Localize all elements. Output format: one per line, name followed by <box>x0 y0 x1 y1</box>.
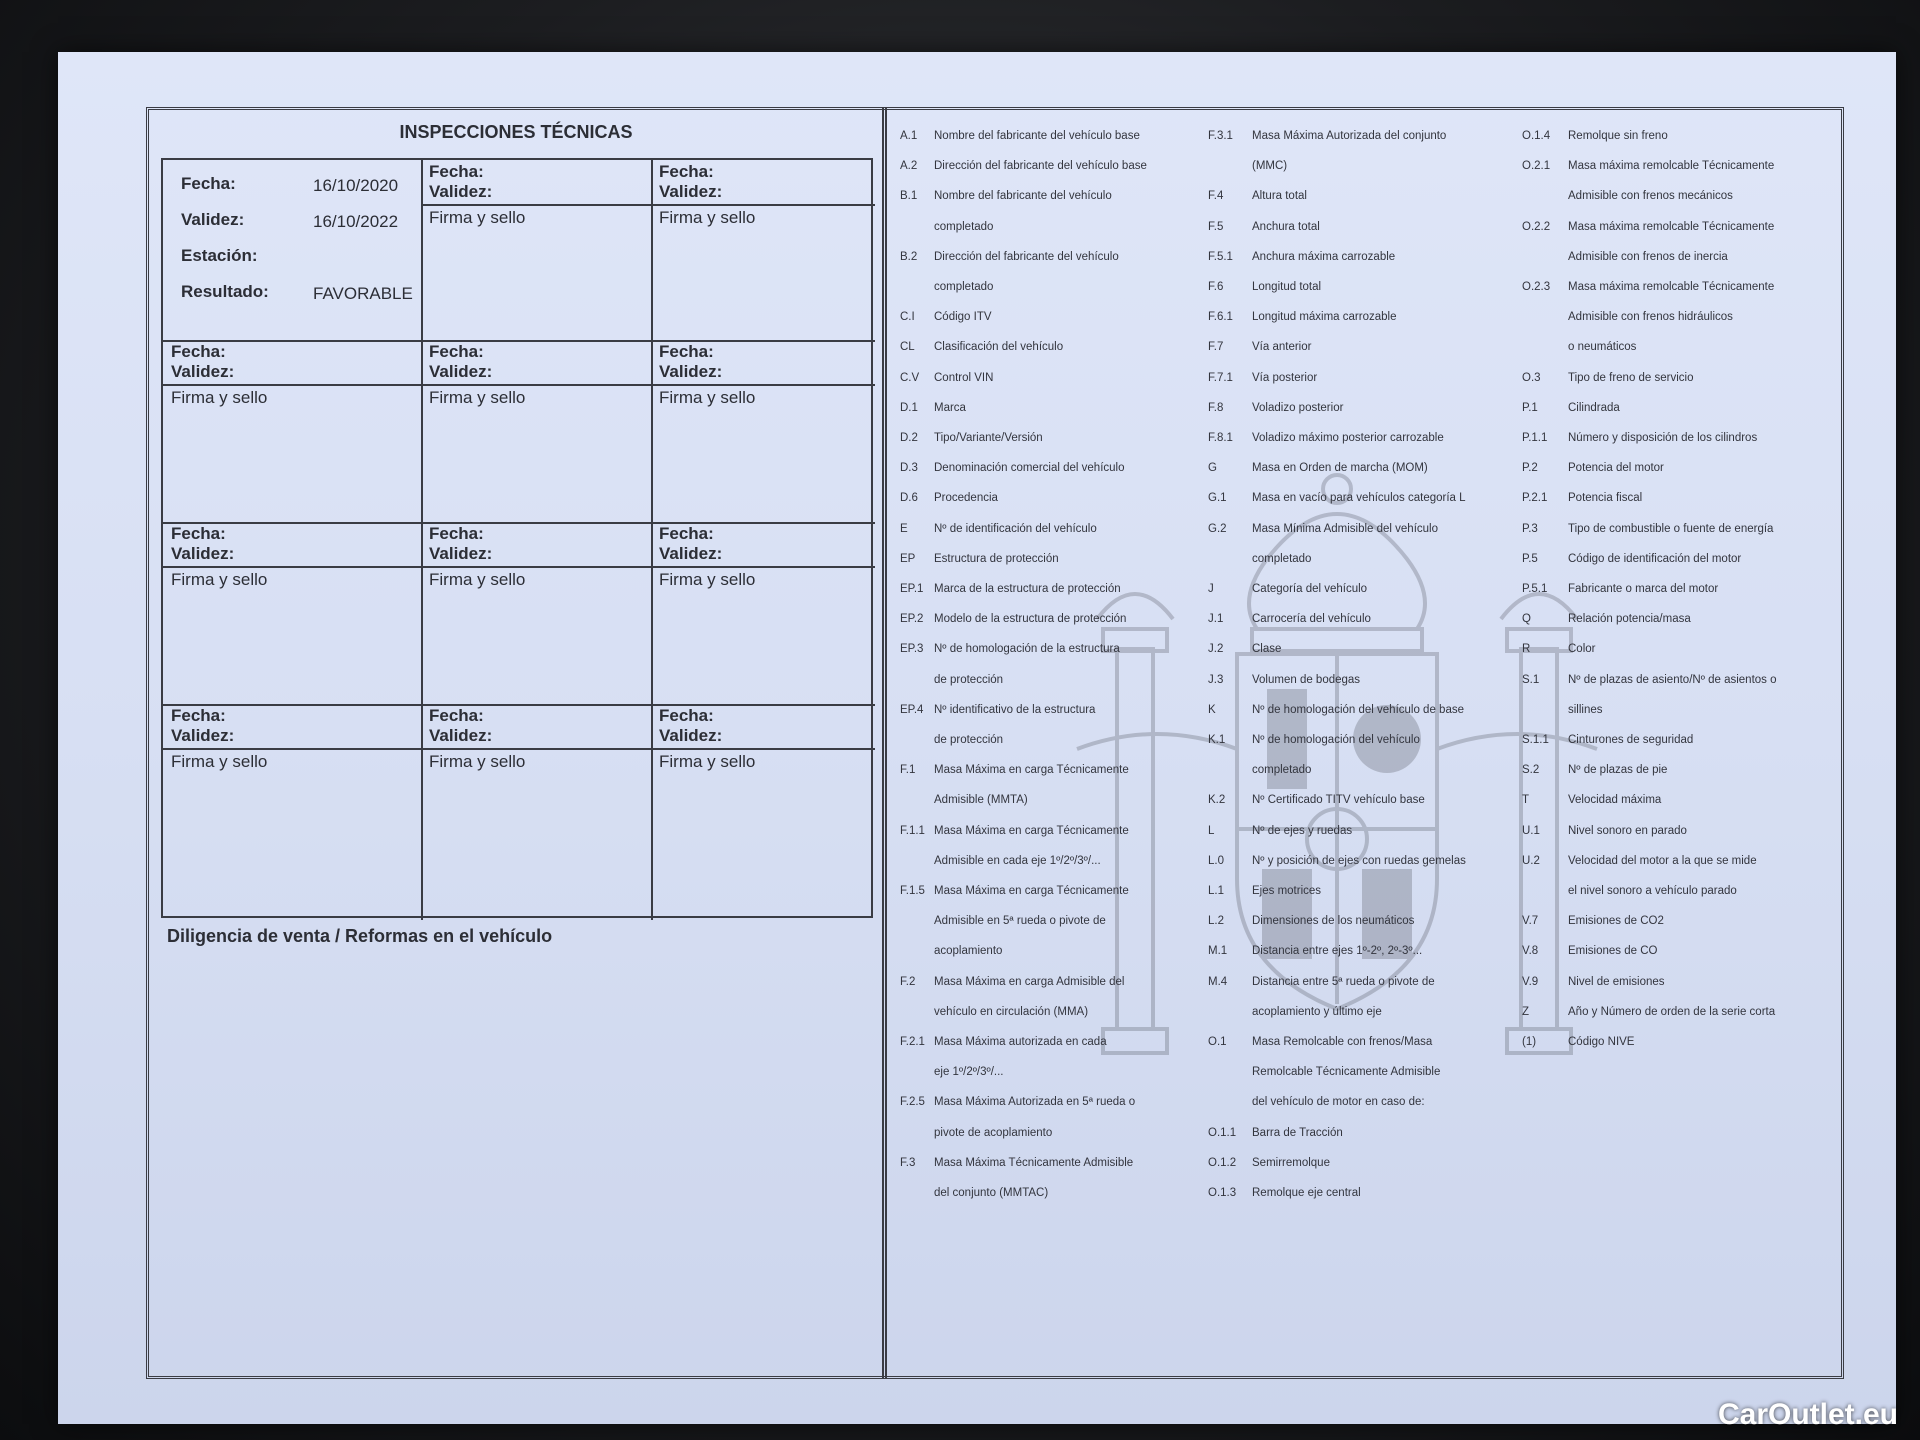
field-code: M.1 <box>1208 945 1228 958</box>
validez-label: Validez: <box>171 544 235 563</box>
fecha-value: 16/10/2020 <box>313 176 399 195</box>
field-code: C.V <box>900 371 920 384</box>
fecha-label: Fecha: <box>429 706 484 725</box>
firma-sello-label: Firma y sello <box>659 208 756 227</box>
field-code: F.2 <box>900 975 916 988</box>
field-description: Admisible con frenos de inercia <box>1568 250 1728 263</box>
cell-header-line <box>421 748 651 750</box>
field-description: Marca <box>934 401 966 414</box>
field-code: V.8 <box>1522 945 1539 958</box>
field-description: Nombre del fabricante del vehículo base <box>934 130 1140 142</box>
field-code: J.2 <box>1208 643 1224 656</box>
field-code: O.2.1 <box>1522 160 1551 173</box>
field-description: Tipo de freno de servicio <box>1568 371 1694 384</box>
fecha-label: Fecha: <box>659 342 714 361</box>
field-code: O.3 <box>1522 371 1541 384</box>
validez-label: Validez: <box>659 362 723 381</box>
field-code: A.2 <box>900 160 918 173</box>
field-code: F.4 <box>1208 190 1224 203</box>
field-code: J.3 <box>1208 673 1224 686</box>
field-description: Código ITV <box>934 311 992 324</box>
field-code: U.2 <box>1522 854 1540 867</box>
field-description: Tipo de combustible o fuente de energía <box>1568 522 1774 535</box>
field-description: completado <box>934 281 994 293</box>
field-description: Denominación comercial del vehículo <box>934 462 1125 475</box>
field-description: completado <box>1252 764 1312 777</box>
col-divider <box>651 340 653 522</box>
field-description: Masa máxima remolcable Técnicamente <box>1568 160 1775 173</box>
field-code: Q <box>1522 613 1531 626</box>
field-description: Nº Certificado TITV vehículo base <box>1252 794 1425 807</box>
field-description: Código de identificación del motor <box>1568 552 1742 565</box>
field-description: Distancia entre 5ª rueda o pivote de <box>1252 975 1435 988</box>
col-divider <box>651 522 653 704</box>
field-description: eje 1º/2º/3º/... <box>934 1066 1004 1079</box>
field-code: J.1 <box>1208 613 1224 626</box>
field-code: O.1.4 <box>1522 130 1551 142</box>
field-description: Masa Máxima en carga Técnicamente <box>934 764 1129 777</box>
validez-label: Validez: <box>429 726 493 745</box>
validez-value: 16/10/2022 <box>313 212 399 231</box>
field-code: R <box>1522 643 1531 656</box>
field-description: Relación potencia/masa <box>1568 613 1691 626</box>
field-description: Carrocería del vehículo <box>1252 613 1371 626</box>
col-divider <box>421 340 423 522</box>
validez-label: Validez: <box>659 182 723 201</box>
field-description: Anchura máxima carrozable <box>1252 250 1396 263</box>
field-code: O.1.1 <box>1208 1126 1237 1139</box>
field-description: Nivel de emisiones <box>1568 975 1665 988</box>
field-description: Estructura de protección <box>934 552 1059 565</box>
field-code: T <box>1522 794 1530 807</box>
field-code: D.6 <box>900 492 918 505</box>
field-description: Clasificación del vehículo <box>934 341 1064 354</box>
field-code: F.6 <box>1208 281 1224 293</box>
inspection-sheet <box>58 52 1896 1424</box>
field-description: Potencia del motor <box>1568 462 1664 475</box>
field-description: Masa máxima remolcable Técnicamente <box>1568 281 1775 293</box>
field-code: C.I <box>900 311 915 324</box>
col-divider <box>651 704 653 920</box>
field-code: O.1.2 <box>1208 1156 1237 1169</box>
field-description: Distancia entre ejes 1º-2º, 2º-3º... <box>1252 945 1423 958</box>
field-description: de protección <box>934 734 1004 746</box>
field-description: Modelo de la estructura de protección <box>934 613 1127 626</box>
field-code: F.2.1 <box>900 1036 925 1048</box>
field-description: del conjunto (MMTAC) <box>934 1187 1049 1199</box>
validez-label: Validez: <box>171 726 235 745</box>
firma-sello-label: Firma y sello <box>171 570 268 589</box>
row-divider <box>163 522 875 524</box>
field-description: de protección <box>934 673 1004 686</box>
field-description: Nº de homologación del vehículo de base <box>1252 703 1464 716</box>
field-code: EP.2 <box>900 613 924 626</box>
field-description: Clase <box>1252 643 1282 656</box>
field-code: V.7 <box>1522 915 1539 928</box>
validez-label: Validez: <box>181 210 245 229</box>
field-description: Masa Máxima en carga Técnicamente <box>934 885 1129 897</box>
cell-header-line <box>651 748 875 750</box>
field-description: Categoría del vehículo <box>1252 583 1368 595</box>
field-code: F.5.1 <box>1208 250 1233 263</box>
field-code: D.3 <box>900 462 918 475</box>
fecha-label: Fecha: <box>429 524 484 543</box>
validez-label: Validez: <box>659 726 723 745</box>
estacion-label: Estación: <box>181 246 258 265</box>
resultado-value: FAVORABLE <box>313 284 413 303</box>
cell-header-line <box>651 204 875 206</box>
field-description: Longitud máxima carrozable <box>1252 311 1397 324</box>
cell-header-line <box>163 748 421 750</box>
field-description: Nº de homologación de la estructura <box>934 643 1120 656</box>
fecha-label: Fecha: <box>659 162 714 181</box>
field-description: acoplamiento <box>934 945 1003 958</box>
fecha-label: Fecha: <box>181 174 236 193</box>
field-description: Potencia fiscal <box>1568 492 1643 505</box>
field-description: Longitud total <box>1252 281 1322 293</box>
field-description: Nombre del fabricante del vehículo <box>934 190 1112 203</box>
field-code: F.2.5 <box>900 1096 925 1109</box>
field-description: Masa en Orden de marcha (MOM) <box>1252 462 1428 475</box>
field-code: F.7 <box>1208 341 1224 354</box>
field-code: P.1.1 <box>1522 432 1548 444</box>
field-code: F.6.1 <box>1208 311 1233 324</box>
field-code: P.5 <box>1522 552 1538 565</box>
field-code: K.2 <box>1208 794 1226 807</box>
field-description: vehículo en circulación (MMA) <box>934 1005 1089 1018</box>
field-description: pivote de acoplamiento <box>934 1126 1053 1139</box>
field-description: Vía posterior <box>1252 371 1318 384</box>
col-divider <box>651 160 653 340</box>
field-code: F.8.1 <box>1208 432 1233 444</box>
field-description: Cilindrada <box>1568 401 1620 414</box>
field-description: Barra de Tracción <box>1252 1126 1343 1139</box>
field-code: O.2.2 <box>1522 220 1551 233</box>
field-description: Masa Máxima en carga Técnicamente <box>934 824 1129 837</box>
field-code: P.1 <box>1522 401 1538 414</box>
field-code: P.2.1 <box>1522 492 1548 505</box>
field-code: L.0 <box>1208 854 1224 867</box>
field-code: Z <box>1522 1005 1530 1018</box>
field-code: A.1 <box>900 130 918 142</box>
col-divider <box>421 522 423 704</box>
firma-sello-label: Firma y sello <box>659 752 756 771</box>
cell-header-line <box>421 204 651 206</box>
center-divider <box>882 107 887 1379</box>
field-description: Fabricante o marca del motor <box>1568 583 1719 595</box>
field-description: Anchura total <box>1252 220 1320 233</box>
field-description: Masa máxima remolcable Técnicamente <box>1568 220 1775 233</box>
field-code: EP <box>900 552 916 565</box>
field-description: Nº de plazas de asiento/Nº de asientos o <box>1568 673 1777 686</box>
field-description: Voladizo máximo posterior carrozable <box>1252 432 1444 444</box>
field-code: F.8 <box>1208 401 1224 414</box>
field-description: Nº identificativo de la estructura <box>934 703 1096 716</box>
field-code: F.3.1 <box>1208 130 1233 142</box>
field-code: F.1.5 <box>900 885 925 897</box>
field-description: Masa Mínima Admisible del vehículo <box>1252 522 1438 535</box>
field-description: Control VIN <box>934 371 994 384</box>
field-code: K.1 <box>1208 734 1226 746</box>
field-description: Admisible con frenos hidráulicos <box>1568 311 1733 324</box>
field-description: (MMC) <box>1252 160 1288 173</box>
field-code: O.2.3 <box>1522 281 1551 293</box>
field-description: Nº de identificación del vehículo <box>934 522 1097 535</box>
field-description: Masa Máxima Autorizada del conjunto <box>1252 130 1447 142</box>
cell-header-line <box>651 566 875 568</box>
field-description: Masa en vacío para vehículos categoría L <box>1252 492 1466 505</box>
field-code: D.2 <box>900 432 918 444</box>
field-description: Altura total <box>1252 190 1307 203</box>
firma-sello-label: Firma y sello <box>429 208 526 227</box>
validez-label: Validez: <box>429 544 493 563</box>
field-code: U.1 <box>1522 824 1540 837</box>
field-code: EP.3 <box>900 643 924 656</box>
inspection-grid <box>161 158 873 918</box>
field-description: Ejes motrices <box>1252 885 1322 897</box>
field-code: M.4 <box>1208 975 1228 988</box>
field-description: Emisiones de CO <box>1568 945 1658 958</box>
field-code: O.1.3 <box>1208 1187 1237 1199</box>
field-description: Volumen de bodegas <box>1252 673 1361 686</box>
fecha-label: Fecha: <box>429 162 484 181</box>
field-description: Admisible en 5ª rueda o pivote de <box>934 915 1106 928</box>
field-description: Nº de homologación del vehículo <box>1252 734 1420 746</box>
field-description: Semirremolque <box>1252 1156 1330 1169</box>
field-code: L.2 <box>1208 915 1224 928</box>
field-description: Velocidad máxima <box>1568 794 1662 807</box>
field-code: EP.4 <box>900 703 924 716</box>
field-description: Remolque sin freno <box>1568 130 1668 142</box>
fecha-label: Fecha: <box>171 342 226 361</box>
field-description: Número y disposición de los cilindros <box>1568 432 1758 444</box>
field-code: F.1 <box>900 764 916 777</box>
firma-sello-label: Firma y sello <box>659 570 756 589</box>
field-code: G <box>1208 462 1217 475</box>
field-description: Masa Máxima Autorizada en 5ª rueda o <box>934 1096 1136 1109</box>
field-description: Procedencia <box>934 492 998 505</box>
field-code: O.1 <box>1208 1036 1227 1048</box>
firma-sello-label: Firma y sello <box>171 752 268 771</box>
field-code: S.1 <box>1522 673 1540 686</box>
field-description: Masa Máxima Técnicamente Admisible <box>934 1156 1134 1169</box>
field-code: S.2 <box>1522 764 1540 777</box>
field-description: Color <box>1568 643 1596 656</box>
field-code: EP.1 <box>900 583 924 595</box>
field-code: F.7.1 <box>1208 371 1233 384</box>
row-divider <box>163 340 875 342</box>
firma-sello-label: Firma y sello <box>429 570 526 589</box>
field-description: Remolque eje central <box>1252 1187 1361 1199</box>
field-description: Marca de la estructura de protección <box>934 583 1121 595</box>
col-divider <box>421 160 423 340</box>
panel-title: INSPECCIONES TÉCNICAS <box>399 122 633 142</box>
sale-reforms-heading: Diligencia de venta / Reformas en el vehículo <box>167 926 553 946</box>
firma-sello-label: Firma y sello <box>429 752 526 771</box>
field-code: S.1.1 <box>1522 734 1549 746</box>
field-description: Dirección del fabricante del vehículo base <box>934 160 1147 173</box>
cell-header-line <box>421 566 651 568</box>
field-description: Cinturones de seguridad <box>1568 734 1694 746</box>
field-description: o neumáticos <box>1568 341 1637 354</box>
field-description: Año y Número de orden de la serie corta <box>1568 1005 1776 1018</box>
field-codes-panel <box>892 114 1836 1372</box>
cell-header-line <box>651 384 875 386</box>
field-description: Masa Máxima en carga Admisible del <box>934 975 1125 988</box>
fecha-label: Fecha: <box>429 342 484 361</box>
carooutlet-watermark: CarOutlet.eu <box>1717 1398 1898 1431</box>
field-description: Remolcable Técnicamente Admisible <box>1252 1066 1441 1079</box>
field-description: Dimensiones de los neumáticos <box>1252 915 1415 928</box>
fecha-label: Fecha: <box>659 706 714 725</box>
validez-label: Validez: <box>659 544 723 563</box>
field-description: Masa Remolcable con frenos/Masa <box>1252 1036 1433 1048</box>
fecha-label: Fecha: <box>171 524 226 543</box>
field-code: L.1 <box>1208 885 1224 897</box>
validez-label: Validez: <box>429 362 493 381</box>
firma-sello-label: Firma y sello <box>171 388 268 407</box>
field-description: Admisible (MMTA) <box>934 794 1028 807</box>
field-code: K <box>1208 703 1216 716</box>
field-code: B.2 <box>900 250 918 263</box>
field-description: el nivel sonoro a vehículo parado <box>1568 885 1737 897</box>
field-description: del vehículo de motor en caso de: <box>1252 1096 1425 1109</box>
field-code: (1) <box>1522 1036 1537 1048</box>
field-description: Dirección del fabricante del vehículo <box>934 250 1119 263</box>
field-description: Nº de plazas de pie <box>1568 764 1668 777</box>
field-description: completado <box>1252 552 1312 565</box>
field-code: E <box>900 522 908 535</box>
field-code: J <box>1208 583 1214 595</box>
field-code: F.1.1 <box>900 824 925 837</box>
field-description: Nivel sonoro en parado <box>1568 824 1687 837</box>
field-description: Nº y posición de ejes con ruedas gemelas <box>1252 854 1466 867</box>
field-code: B.1 <box>900 190 918 203</box>
fecha-label: Fecha: <box>659 524 714 543</box>
field-description: Masa Máxima autorizada en cada <box>934 1036 1107 1048</box>
field-code: F.5 <box>1208 220 1224 233</box>
field-code: P.2 <box>1522 462 1538 475</box>
inspections-panel <box>153 114 879 1372</box>
field-description: sillines <box>1568 703 1603 716</box>
field-description: Emisiones de CO2 <box>1568 915 1664 928</box>
firma-sello-label: Firma y sello <box>429 388 526 407</box>
field-description: Admisible con frenos mecánicos <box>1568 190 1733 203</box>
field-code: CL <box>900 341 915 354</box>
field-code: F.3 <box>900 1156 916 1169</box>
validez-label: Validez: <box>171 362 235 381</box>
field-code: V.9 <box>1522 975 1539 988</box>
col-divider <box>421 704 423 920</box>
validez-label: Validez: <box>429 182 493 201</box>
cell-header-line <box>421 384 651 386</box>
field-code: G.2 <box>1208 522 1227 535</box>
cell-header-line <box>163 566 421 568</box>
field-description: Nº de ejes y ruedas <box>1252 824 1353 837</box>
cell-header-line <box>163 384 421 386</box>
row-divider <box>163 704 875 706</box>
firma-sello-label: Firma y sello <box>659 388 756 407</box>
field-description: completado <box>934 220 994 233</box>
fecha-label: Fecha: <box>171 706 226 725</box>
field-description: Admisible en cada eje 1º/2º/3º/... <box>934 854 1101 867</box>
field-code: P.3 <box>1522 522 1538 535</box>
field-description: Vía anterior <box>1252 341 1312 354</box>
field-description: Voladizo posterior <box>1252 401 1344 414</box>
field-description: Código NIVE <box>1568 1036 1635 1048</box>
field-code: G.1 <box>1208 492 1227 505</box>
field-code: D.1 <box>900 401 918 414</box>
field-code: L <box>1208 824 1215 837</box>
field-description: Velocidad del motor a la que se mide <box>1568 854 1757 867</box>
field-description: acoplamiento y último eje <box>1252 1005 1382 1018</box>
resultado-label: Resultado: <box>181 282 269 301</box>
field-code: P.5.1 <box>1522 583 1548 595</box>
field-description: Tipo/Variante/Versión <box>934 432 1043 444</box>
